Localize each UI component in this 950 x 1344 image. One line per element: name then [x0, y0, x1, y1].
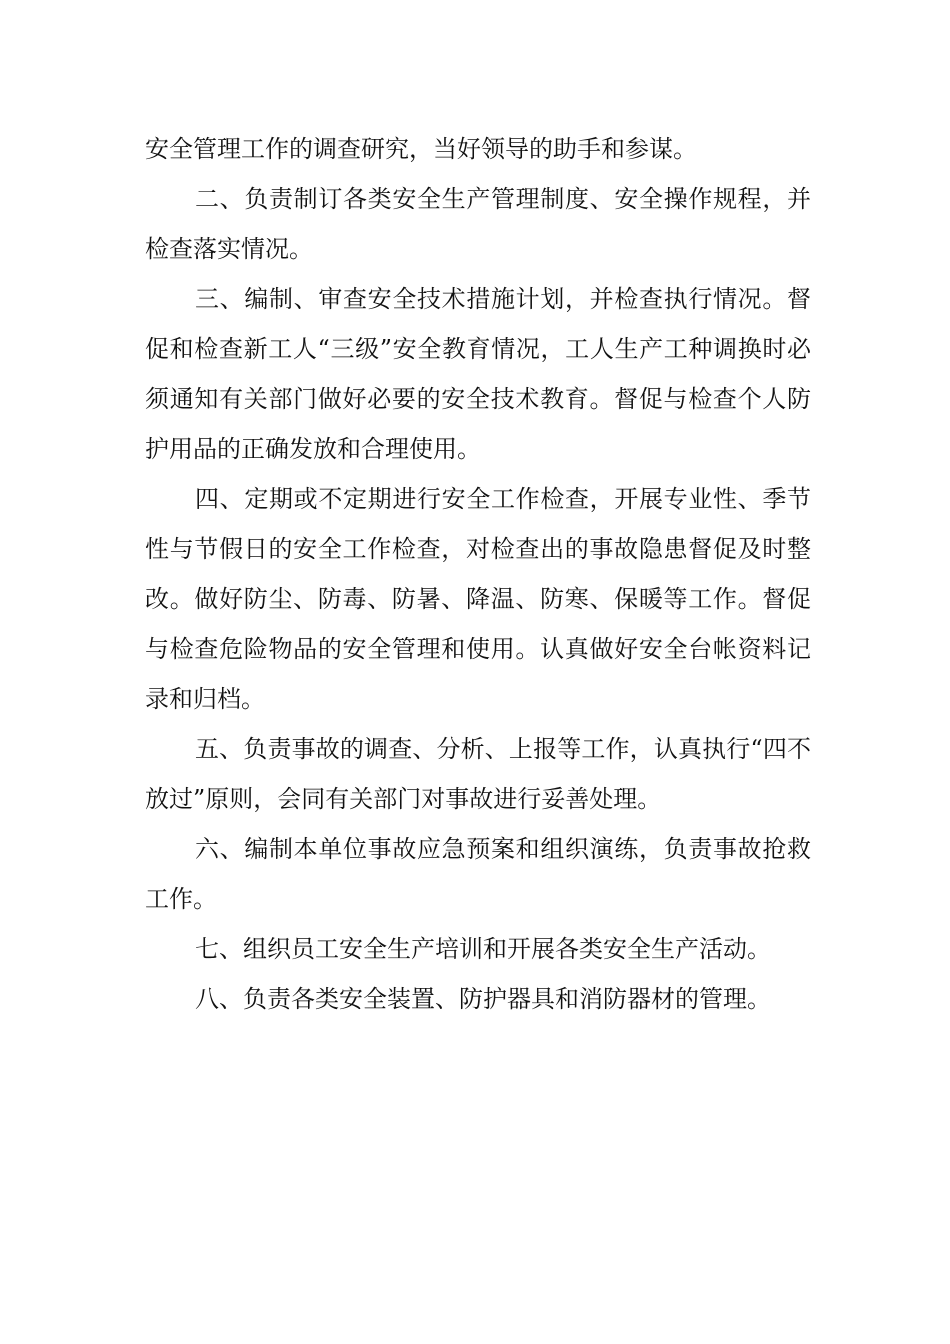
paragraph-item-7: 七、组织员工安全生产培训和开展各类安全生产活动。: [195, 935, 771, 963]
paragraph-item-2: 二、负责制订各类安全生产管理制度、安全操作规程，并检查落实情况。: [145, 185, 811, 263]
paragraph-item-8: 八、负责各类安全装置、防护器具和消防器材的管理。: [195, 985, 771, 1013]
paragraph-item-6: 六、编制本单位事故应急预案和组织演练，负责事故抢救工作。: [145, 835, 811, 913]
paragraph-item-4: 四、定期或不定期进行安全工作检查，开展专业性、季节性与节假日的安全工作检查，对检查出的事故隐患督促及时整改。做好防尘、防毒、防暑、降温、防寒、保暖等工作。督促与检查危险物品的安全管理和使用。认真做好安全台帐资料记录和归档。: [145, 485, 811, 713]
paragraph-continuation: 安全管理工作的调查研究，当好领导的助手和参谋。: [145, 135, 697, 163]
paragraph-item-3: 三、编制、审查安全技术措施计划，并检查执行情况。督促和检查新工人“三级”安全教育情况，工人生产工种调换时必须通知有关部门做好必要的安全技术教育。督促与检查个人防护用品的正确发放和合理使用。: [145, 285, 811, 463]
document-body: [145, 124, 811, 1024]
paragraph-item-5: 五、负责事故的调查、分析、上报等工作，认真执行“四不放过”原则，会同有关部门对事故进行妥善处理。: [145, 735, 811, 813]
